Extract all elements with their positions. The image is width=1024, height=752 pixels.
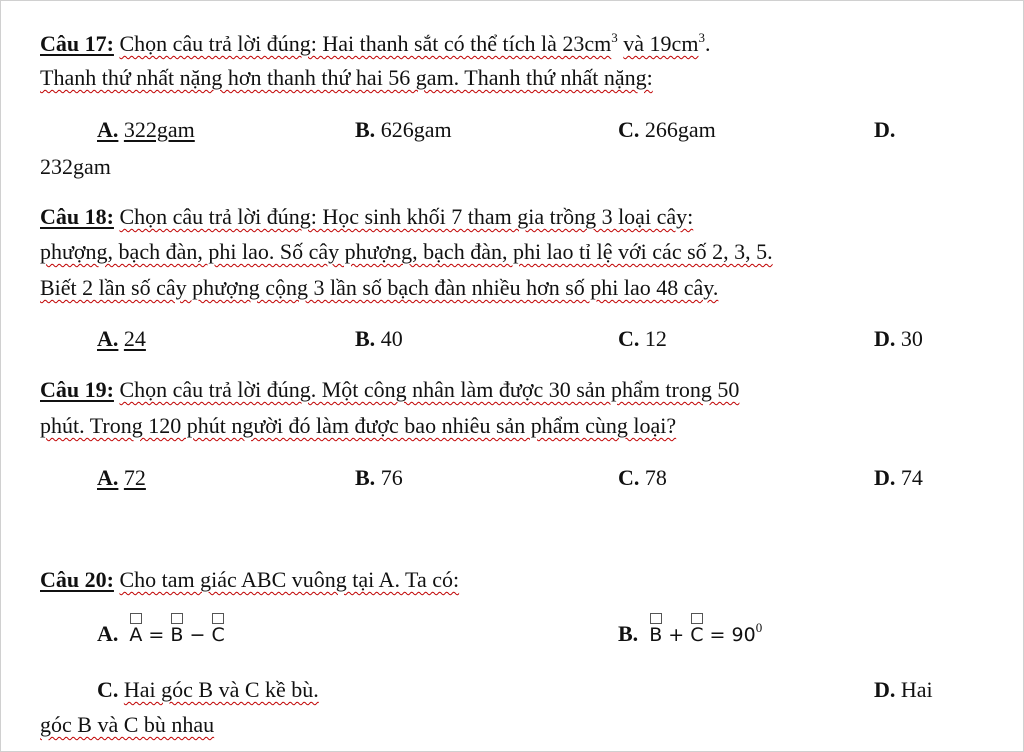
angle-a: A xyxy=(129,624,142,646)
q20-option-d[interactable]: D. Hai xyxy=(874,677,933,702)
angle-b: B xyxy=(649,624,662,646)
angle-c: C xyxy=(690,624,703,646)
angle-c: C xyxy=(211,624,224,646)
q17-option-d[interactable]: D. xyxy=(874,117,896,142)
angle-hat-icon xyxy=(130,613,142,624)
q19-option-d[interactable]: D. 74 xyxy=(874,465,923,490)
q17-line-2: Thanh thứ nhất nặng hơn thanh thứ hai 56 gam. Thanh thứ nhất nặng: xyxy=(40,65,653,90)
q20-number: Câu 20: xyxy=(40,567,114,592)
angle-hat-icon xyxy=(691,613,703,624)
q18-line-3: Biết 2 lần số cây phượng cộng 3 lần số bạch đàn nhiều hơn số phi lao 48 cây. xyxy=(40,275,719,300)
q18-line-2: phượng, bạch đàn, phi lao. Số cây phượng, bạch đàn, phi lao tỉ lệ với các số 2, 3, 5. xyxy=(40,239,773,264)
q19-option-c[interactable]: C. 78 xyxy=(618,465,667,490)
q19-number: Câu 19: xyxy=(40,377,114,402)
q19-option-a[interactable]: A. 72 xyxy=(97,465,146,490)
q17-line-1: Câu 17: Chọn câu trả lời đúng: Hai thanh sắt có thể tích là $23cm^3$ và $19cm^3$. xyxy=(40,30,711,56)
q18-line-1: Câu 18: Chọn câu trả lời đúng: Học sinh khối 7 tham gia trồng 3 loại cây: xyxy=(40,204,694,229)
angle-hat-icon xyxy=(212,613,224,624)
q20-option-d-text: góc B và C bù nhau xyxy=(40,712,215,737)
q17-option-c[interactable]: C. 266gam xyxy=(618,117,716,142)
q20-option-c[interactable]: C. Hai góc B và C kề bù. xyxy=(97,677,319,702)
q17-option-b[interactable]: B. 626gam xyxy=(355,117,452,142)
angle-b: B xyxy=(170,624,183,646)
q18-option-a[interactable]: A. 24 xyxy=(97,326,146,351)
q17-number: Câu 17: xyxy=(40,31,114,56)
q17-option-a[interactable]: A. 322gam xyxy=(97,117,195,142)
q19-line-2: phút. Trong 120 phút người đó làm được bao nhiêu sản phẩm cùng loại? xyxy=(40,413,677,438)
angle-hat-icon xyxy=(650,613,662,624)
q18-option-c[interactable]: C. 12 xyxy=(618,326,667,351)
angle-hat-icon xyxy=(171,613,183,624)
q20-option-b[interactable]: B. B + $C = 90^0$ xyxy=(618,620,762,649)
q19-option-b[interactable]: B. 76 xyxy=(355,465,403,490)
q20-line-1: Câu 20: Cho tam giác ABC vuông tại A. Ta có: xyxy=(40,567,460,592)
q20-option-a[interactable]: A. A = B − C xyxy=(97,620,225,649)
q19-line-1: Câu 19: Chọn câu trả lời đúng. Một công nhân làm được 30 sản phẩm trong 50 xyxy=(40,377,740,402)
q18-option-d[interactable]: D. 30 xyxy=(874,326,923,351)
q18-option-b[interactable]: B. 40 xyxy=(355,326,403,351)
q17-option-d-text: 232gam xyxy=(40,154,111,179)
q18-number: Câu 18: xyxy=(40,204,114,229)
